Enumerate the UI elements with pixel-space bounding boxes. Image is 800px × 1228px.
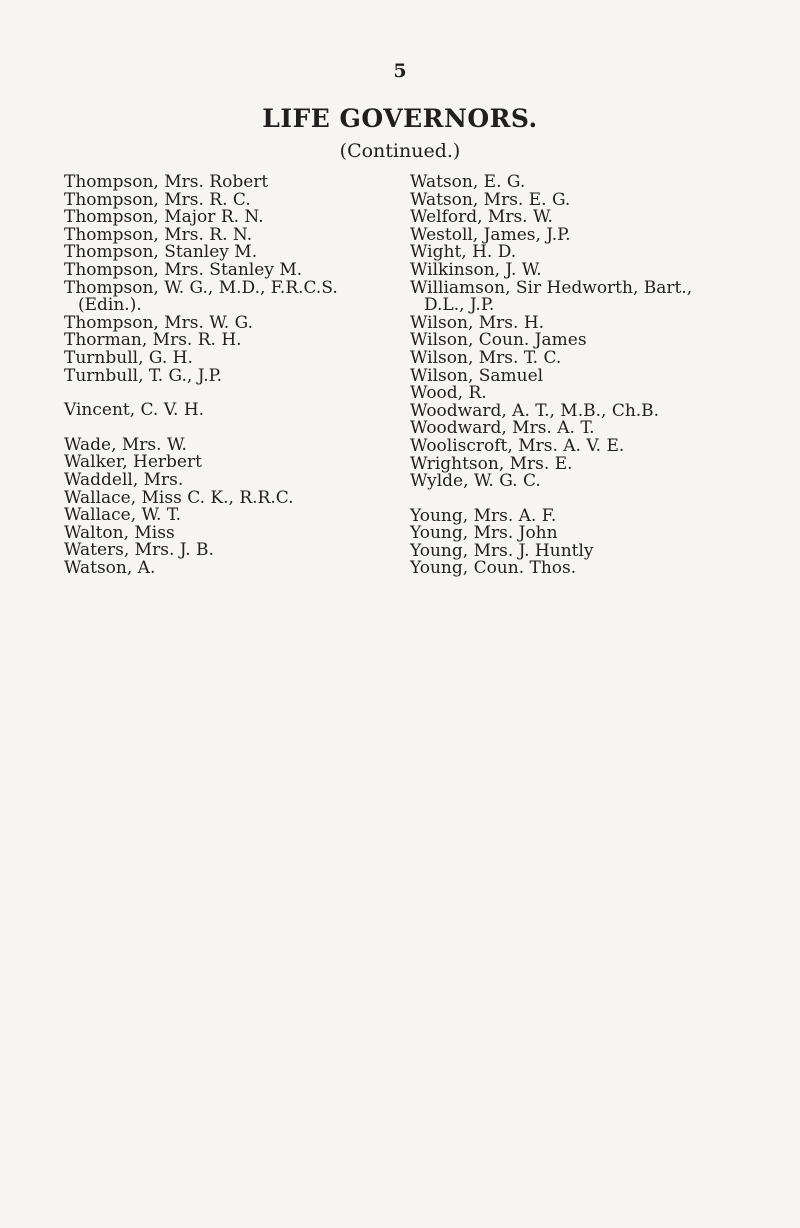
right-column — [410, 174, 790, 578]
governor-entry: Young, Mrs. J. Huntly — [410, 540, 594, 561]
governor-entry: Thompson, Major R. N. — [64, 207, 264, 228]
governor-entry: Turnbull, T. G., J.P. — [64, 365, 223, 386]
governor-entry: Wallace, Miss C. K., R.R.C. — [64, 487, 294, 508]
governor-entry: Young, Mrs. John — [410, 523, 558, 544]
governor-entry: Wooliscroft, Mrs. A. V. E. — [410, 435, 625, 456]
governor-entry: Young, Mrs. A. F. — [410, 505, 557, 526]
governor-entry: Thompson, Mrs. Stanley M. — [64, 259, 303, 280]
governor-entry: Thompson, Stanley M. — [64, 242, 258, 263]
governor-entry: Williamson, Sir Hedworth, Bart., — [410, 277, 693, 298]
governor-entry: Thompson, W. G., M.D., F.R.C.S. — [64, 277, 338, 298]
governor-entry: Watson, A. — [64, 557, 156, 578]
governor-entry: Thorman, Mrs. R. H. — [64, 330, 242, 351]
governor-entry: Waddell, Mrs. — [64, 469, 184, 490]
governor-entry: Woodward, A. T., M.B., Ch.B. — [410, 400, 660, 421]
governor-entry: Thompson, Mrs. R. N. — [64, 224, 253, 245]
governor-entry: Wight, H. D. — [410, 242, 517, 263]
governor-entry: Wilson, Coun. James — [410, 330, 587, 351]
governor-entry: Waters, Mrs. J. B. — [64, 540, 214, 561]
governor-entry: Young, Coun. Thos. — [410, 558, 577, 579]
governor-entry: Watson, E. G. — [410, 172, 526, 192]
governor-entry: Walton, Miss — [64, 522, 175, 543]
page-title: LIFE GOVERNORS. — [262, 104, 538, 133]
governor-entry: Wood, R. — [410, 383, 487, 404]
governor-entry: Wade, Mrs. W. — [64, 434, 187, 455]
governor-entry: Vincent, C. V. H. — [64, 400, 205, 421]
page-number: 5 — [393, 60, 407, 82]
governor-entry: Wilson, Samuel — [410, 365, 544, 386]
governor-entry: D.L., J.P. — [424, 295, 495, 316]
governor-entry: Walker, Herbert — [64, 452, 202, 473]
governor-entry: Wilson, Mrs. H. — [410, 312, 545, 333]
page-subtitle: (Continued.) — [339, 140, 461, 162]
governor-entry: Wilson, Mrs. T. C. — [410, 347, 562, 368]
governor-entry: Welford, Mrs. W. — [410, 207, 553, 228]
governor-entry: Wylde, W. G. C. — [410, 471, 541, 492]
governor-entry: Thompson, Mrs. R. C. — [64, 189, 251, 210]
left-column — [64, 174, 394, 577]
governor-entry: Thompson, Mrs. Robert — [64, 172, 269, 192]
governor-entry: (Edin.). — [78, 295, 142, 316]
governor-entry: Wallace, W. T. — [64, 505, 182, 526]
governor-entry: Turnbull, G. H. — [64, 347, 193, 368]
governor-entry: Watson, Mrs. E. G. — [410, 189, 571, 210]
governor-entry: Wrightson, Mrs. E. — [410, 453, 573, 474]
governor-entry: Westoll, James, J.P. — [410, 224, 571, 245]
governor-entry: Thompson, Mrs. W. G. — [64, 312, 253, 333]
governor-entry: Wilkinson, J. W. — [410, 259, 542, 280]
governor-entry: Woodward, Mrs. A. T. — [410, 418, 595, 439]
